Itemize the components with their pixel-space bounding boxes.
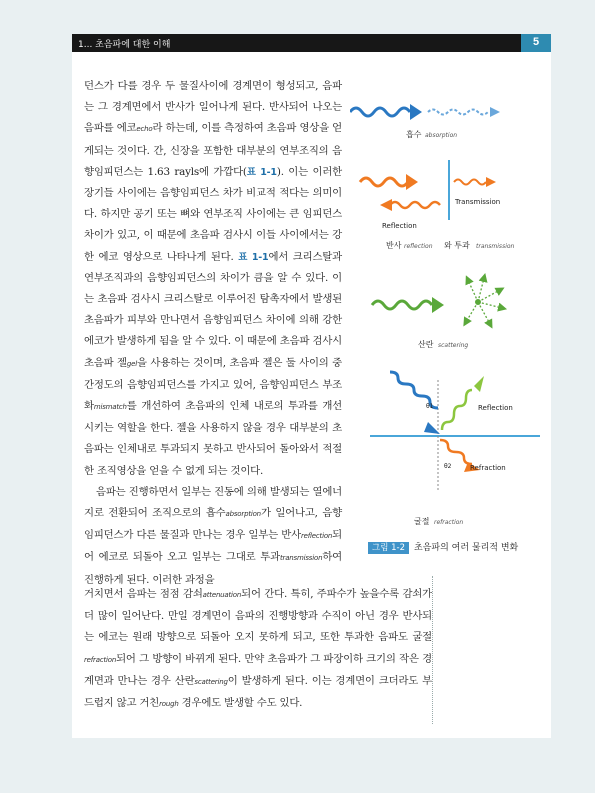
reflection-transmission-diagram xyxy=(360,160,515,250)
paragraph-3: 거치면서 음파는 점점 감쇠attenuation되어 간다. 특히, 주파수가 높을수록 감쇠가 더 많이 일어난다. 만일 경계면이 음파의 진행방향과 수직이 아닌 경우 반사되는 에코는 원래 방향으로 되돌아 오지 못하게 되고, 또한 투과한 음파도 굴절refraction되어 그 방향이 바뀌게 된다. 만약 초음파가 그 파장이하 크기의 작은 경계면과 만나는 경우 산란scattering이 발생하게 된다. 이는 경계면이 크더라도 부드럽지 않고 거친rough 경우에도 발생할 수도 있다. xyxy=(84,588,432,710)
scatter-ray xyxy=(468,280,478,302)
reflect-label-en: reflection xyxy=(404,243,433,250)
table-reference[interactable]: 표 1-1 xyxy=(246,166,277,178)
body-column xyxy=(84,76,342,591)
refract-label-en: refraction xyxy=(434,519,464,526)
absorption-label-en: absorption xyxy=(425,132,458,139)
running-header xyxy=(72,34,551,52)
figure-number: 그림 1-2 xyxy=(368,542,409,554)
page-number: 5 xyxy=(532,36,540,48)
chapter-title: 1... 초음파에 대한 이해 xyxy=(78,40,171,50)
scatter-label-ko: 산란 xyxy=(418,340,434,349)
and-transmit-label-ko: 와 투과 xyxy=(444,241,470,250)
paragraph-2: 음파는 진행하면서 일부는 진동에 의해 발생되는 열에너지로 전환되어 조직으로의 흡수absorption가 일어나고, 음향임피던스가 다른 물질과 만나는 경우 일부는 반사reflection되어 에코로 되돌아 오고 일부는 그대로 투과transmission하여 진행하게 된다. 이러한 과정을 xyxy=(84,485,342,586)
transmitted-arrow-head xyxy=(486,177,496,187)
body-wide-text xyxy=(84,584,432,715)
transmitted-wave xyxy=(454,180,486,185)
refraction-reflected-wave xyxy=(442,390,472,430)
refracted-wave xyxy=(440,440,472,464)
transmit-label-en: transmission xyxy=(476,243,515,250)
absorption-label-ko: 흡수 xyxy=(406,130,422,139)
refraction-label: Refraction xyxy=(470,464,506,472)
figure-caption-text: 초음파의 여러 물리적 변화 xyxy=(414,543,519,553)
incident-arrow-head xyxy=(406,174,418,190)
incident-wave xyxy=(360,178,408,186)
figure-ultrasound-interactions xyxy=(350,90,540,570)
transmission-label: Transmission xyxy=(455,198,501,206)
table-reference[interactable]: 표 1-1 xyxy=(238,251,269,263)
paragraph-1: 던스가 다를 경우 두 물질사이에 경계면이 형성되고, 음파는 그 경계면에서 반사가 일어나게 된다. 반사되어 나오는 음파를 에코echo라 하는데, 이를 측정하여 초음파 영상을 얻게되는 것이다. 간, 신장을 포함한 대부분의 연부조직의 음향임피던스는 1.63 rayls에 가깝다(표 1-1). 이는 이러한 장기들 사이에는 음향임피던스 차가 비교적 적다는 의미이다. 하지만 공기 또는 뼈와 연부조직 사이에는 큰 임피던스 차이가 있고, 이 때문에 초음파 검사시 이들 사이에서는 강한 에코 영상으로 나타나게 된다. 표 1-1에서 크리스탈과 연부조직과의 음향임피던스의 차이가 큼을 알 수 있다. 이는 초음파 검사시 크리스탈로 이루어진 탐촉자에서 발생된 초음파가 피부와 만나면서 음향임피던스 차이에 의해 강한 에코가 발생하게 됨을 알 수 있다. 이 때문에 초음파 검사시 초음파 젤gel을 사용하는 것이며, 초음파 젤은 둘 사이의 중간정도의 음향임피던스를 가지고 있어, 음향임피던스 부조화mismatch를 개선하여 초음파의 인체 내로의 투과를 개선시키는 역할을 한다. 젤을 사용하지 않을 경우 대부분의 초음파는 인체내로 투과되지 못하고 반사되어 돌아와서 적절한 조직영상을 얻을 수 없게 되는 것이다. xyxy=(84,80,342,477)
scattering-diagram xyxy=(372,278,502,349)
scatter-ray xyxy=(478,302,490,324)
reflection-label-2: Reflection xyxy=(478,404,513,412)
scatter-ray xyxy=(478,290,500,302)
scatter-ray xyxy=(466,302,478,322)
scatter-arrow-head xyxy=(432,297,444,313)
absorption-arrow-head xyxy=(410,104,422,120)
absorption-diagram xyxy=(350,104,500,139)
reflected-wave xyxy=(390,202,440,208)
figure-caption xyxy=(368,540,518,553)
page-number-box xyxy=(521,34,551,52)
theta2-label: θ2 xyxy=(444,463,452,470)
theta1-label: θ1 xyxy=(426,403,434,410)
refraction-diagram xyxy=(370,372,540,526)
scatter-incident-wave xyxy=(372,301,432,309)
reflect-label-ko: 반사 xyxy=(386,241,402,250)
scatter-ray xyxy=(478,278,484,302)
absorption-wave-weak xyxy=(428,110,488,115)
column-divider xyxy=(432,576,433,724)
scatter-label-en: scattering xyxy=(438,342,469,349)
reflected-arrow-head xyxy=(380,199,392,211)
refract-label-ko: 굴절 xyxy=(414,517,430,526)
refraction-reflected-arrow-head xyxy=(474,376,484,392)
absorption-wave-strong xyxy=(350,108,410,116)
absorption-arrow-head-weak xyxy=(490,107,500,117)
scatter-ray xyxy=(478,302,502,308)
reflection-label: Reflection xyxy=(382,222,417,230)
